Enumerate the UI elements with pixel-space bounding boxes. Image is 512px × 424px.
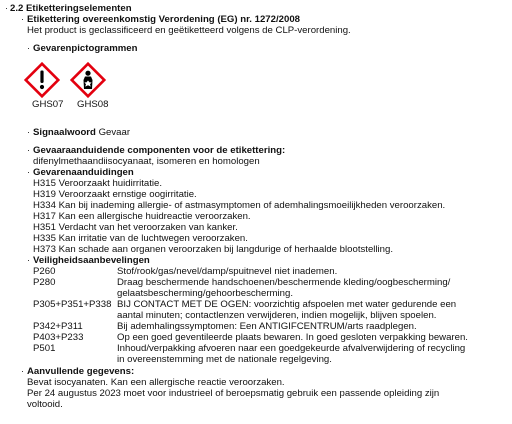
bullet-dot: · xyxy=(27,127,30,137)
signal-word-label: Signaalwoord xyxy=(33,127,96,138)
exclamation-mark-icon xyxy=(24,62,60,98)
additional-text: Bevat isocyanaten. Kan een allergische reactie veroorzaken. xyxy=(27,377,285,388)
hazard-statement: H334 Kan bij inademing allergie- of astmasymptomen of ademhalingsmoeilijkheden veroorzaken. xyxy=(33,200,446,211)
precaution-code: P342+P311 xyxy=(33,321,83,332)
precaution-text: Op een goed geventileerde plaats bewaren. In goed gesloten verpakking bewaren. xyxy=(117,332,468,343)
health-hazard-icon xyxy=(70,62,106,98)
bullet-dot: · xyxy=(27,167,30,177)
hazard-statement: H335 Kan irritatie van de luchtwegen veroorzaken. xyxy=(33,233,248,244)
precaution-text: Bij ademhalingssymptomen: Een ANTIGIFCENTRUM/arts raadplegen. xyxy=(117,321,417,332)
bullet-dot: · xyxy=(5,3,8,13)
precaution-code: P403+P233 xyxy=(33,332,84,343)
hazard-statement: H351 Verdacht van het veroorzaken van kanker. xyxy=(33,222,238,233)
pictogram-code: GHS07 xyxy=(32,99,64,110)
signal-word-value: Gevaar xyxy=(98,127,131,138)
hazard-statement: H373 Kan schade aan organen veroorzaken bij langdurige of herhaalde blootstelling. xyxy=(33,244,394,255)
precaution-text: BIJ CONTACT MET DE OGEN: voorzichtig afspoelen met water gedurende een xyxy=(117,299,457,310)
precaution-code: P260 xyxy=(33,266,56,277)
components-text: difenylmethaandiisocyanaat, isomeren en homologen xyxy=(33,156,260,167)
bullet-dot: · xyxy=(27,255,30,265)
precaution-text: in overeenstemming met de nationale regelgeving. xyxy=(117,354,332,365)
pictogram-code: GHS08 xyxy=(77,99,109,110)
bullet-dot: · xyxy=(21,366,24,376)
pictograms-heading: Gevarenpictogrammen xyxy=(33,43,138,54)
precautionary-statements-heading: Veiligheidsaanbevelingen xyxy=(33,255,150,266)
additional-heading: Aanvullende gegevens: xyxy=(27,366,135,377)
components-heading: Gevaaraanduidende componenten voor de etikettering: xyxy=(33,145,286,156)
precaution-code: P305+P351+P338 xyxy=(33,299,112,310)
hazard-statement: H319 Veroorzaakt ernstige oogirritatie. xyxy=(33,189,197,200)
precaution-text: Stof/rook/gas/nevel/damp/spuitnevel niet inademen. xyxy=(117,266,338,277)
section-title: 2.2 Etiketteringselementen xyxy=(10,3,132,14)
precaution-code: P501 xyxy=(33,343,56,354)
regulation-text: Het product is geclassificeerd en geëtiketteerd volgens de CLP-verordening. xyxy=(27,25,351,36)
bullet-dot: · xyxy=(27,43,30,53)
hazard-statements-heading: Gevarenaanduidingen xyxy=(33,167,134,178)
hazard-statement: H315 Veroorzaakt huidirritatie. xyxy=(33,178,163,189)
precaution-text: Draag beschermende handschoenen/beschermende kleding/oogbescherming/ xyxy=(117,277,451,288)
precaution-text: gelaatsbescherming/gehoorbescherming. xyxy=(117,288,293,299)
regulation-heading: Etikettering overeenkomstig Verordening (EG) nr. 1272/2008 xyxy=(27,14,300,25)
additional-text: voltooid. xyxy=(27,399,63,410)
bullet-dot: · xyxy=(27,145,30,155)
precaution-text: aantal minuten; contactlenzen verwijderen, indien mogelijk, blijven spoelen. xyxy=(117,310,437,321)
precaution-text: Inhoud/verpakking afvoeren naar een goedgekeurde afvalverwijdering of recycling xyxy=(117,343,466,354)
hazard-statement: H317 Kan een allergische huidreactie veroorzaken. xyxy=(33,211,251,222)
precaution-code: P280 xyxy=(33,277,56,288)
signal-word xyxy=(33,127,130,138)
additional-text: Per 24 augustus 2023 moet voor industrieel of beroepsmatig gebruik een passende opleiding zijn xyxy=(27,388,440,399)
bullet-dot: · xyxy=(21,14,24,24)
